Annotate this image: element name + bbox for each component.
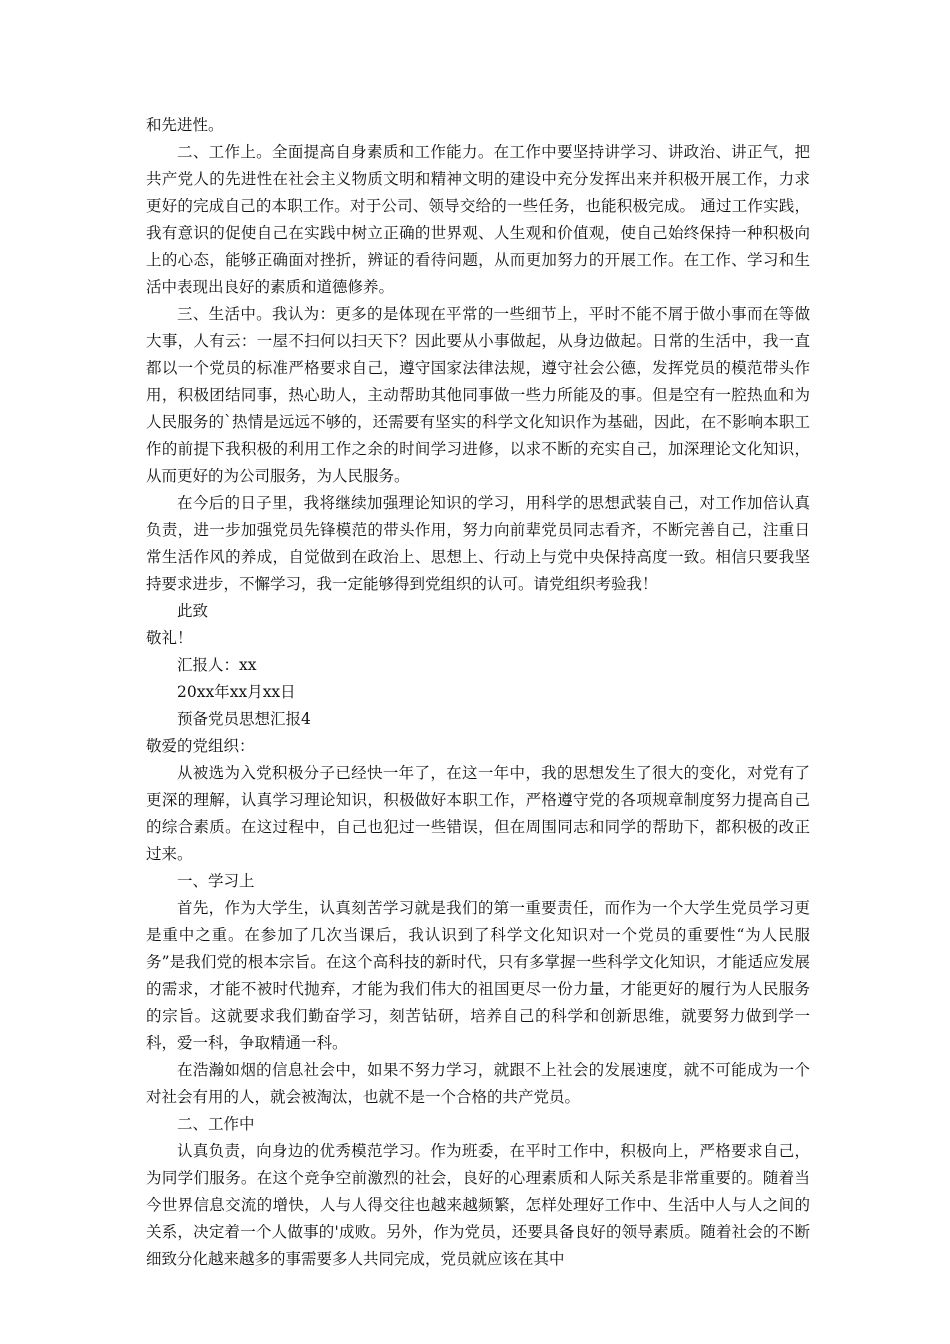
greeting: 敬爱的党组织：: [146, 737, 255, 755]
paragraph-work-2: 认真负责，向身边的优秀模范学习。作为班委，在平时工作中，积极向上，严格要求自己，为同学们服务。在这个竞争空前激烈的社会，良好的心理素质和人际关系是非常重要的。随着当今世界信息交流的增快，人与人得交往也越来越频繁，怎样处理好工作中、生活中人与人之间的关系，决定着一个人做事的'成败。另外，作为党员，还要具备良好的领导素质。随着社会的不断细致分化越来越多的事需要多人共同完成，党员就应该在其中: [146, 1142, 810, 1268]
closing-salutation: 此致: [177, 602, 209, 620]
reporter-line: 汇报人：xx: [177, 656, 257, 674]
paragraph-intro: 从被选为入党积极分子已经快一年了，在这一年中，我的思想发生了很大的变化，对党有了更深的理解，认真学习理论知识，积极做好本职工作，严格遵守党的各项规章制度努力提高自己的综合素质。在这过程中，自己也犯过一些错误，但在周围同志和同学的帮助下，都积极的改正过来。: [146, 764, 810, 863]
paragraph-future: 在今后的日子里，我将继续加强理论知识的学习，用科学的思想武装自己，对工作加倍认真负责，进一步加强党员先锋模范的带头作用，努力向前辈党员同志看齐，不断完善自己，注重日常生活作风的养成，自觉做到在政治上、思想上、行动上与党中央保持高度一致。相信只要我坚持要求进步，不懈学习，我一定能够得到党组织的认可。请党组织考验我！: [146, 494, 810, 593]
date-line: 20xx年xx月xx日: [177, 683, 296, 701]
closing-respect: 敬礼！: [146, 629, 193, 647]
document-body: [146, 112, 810, 1273]
paragraph-study-2: 在浩瀚如烟的信息社会中，如果不努力学习，就跟不上社会的发展速度，就不可能成为一个对社会有用的人，就会被淘汰，也就不是一个合格的共产党员。: [146, 1061, 810, 1106]
paragraph-work: 二、工作上。全面提高自身素质和工作能力。在工作中要坚持讲学习、讲政治、讲正气，把共产党人的先进性在社会主义物质文明和精神文明的建设中充分发挥出来并积极开展工作，力求更好的完成自己的本职工作。对于公司、领导交给的一些任务，也能积极完成。 通过工作实践，我有意识的促使自己在实践中树立正确的世界观、人生观和价值观，使自己始终保持一种积极向上的心态，能够正确面对挫折，辨证的看待问题，从而更加努力的开展工作。在工作、学习和生活中表现出良好的素质和道德修养。: [146, 143, 810, 296]
heading-work: 二、工作中: [177, 1115, 255, 1133]
section-title: 预备党员思想汇报4: [177, 710, 311, 728]
paragraph-life: 三、生活中。我认为：更多的是体现在平常的一些细节上，平时不能不屑于做小事而在等做大事，人有云：一屋不扫何以扫天下？因此要从小事做起，从身边做起。日常的生活中，我一直都以一个党员的标准严格要求自己，遵守国家法律法规，遵守社会公德，发挥党员的模范带头作用，积极团结同事，热心助人，主动帮助其他同事做一些力所能及的事。但是空有一腔热血和为人民服务的`热情是远远不够的，还需要有坚实的科学文化知识作为基础，因此，在不影响本职工作的前提下我积极的利用工作之余的时间学习进修，以求不断的充实自己，加深理论文化知识，从而更好的为公司服务，为人民服务。: [146, 305, 810, 485]
paragraph-study-1: 首先，作为大学生，认真刻苦学习就是我们的第一重要责任，而作为一个大学生党员学习更是重中之重。在参加了几次当课后，我认识到了科学文化知识对一个党员的重要性“为人民服务”是我们党的根本宗旨。在这个高科技的新时代，只有多掌握一些科学文化知识，才能适应发展的需求，才能不被时代抛弃，才能为我们伟大的祖国更尽一份力量，才能更好的履行为人民服务的宗旨。这就要求我们勤奋学习，刻苦钻研，培养自己的科学和创新思维，就要努力做到学一科，爱一科，争取精通一科。: [146, 899, 810, 1052]
heading-study: 一、学习上: [177, 872, 255, 890]
paragraph-continuation: 和先进性。: [146, 116, 224, 134]
